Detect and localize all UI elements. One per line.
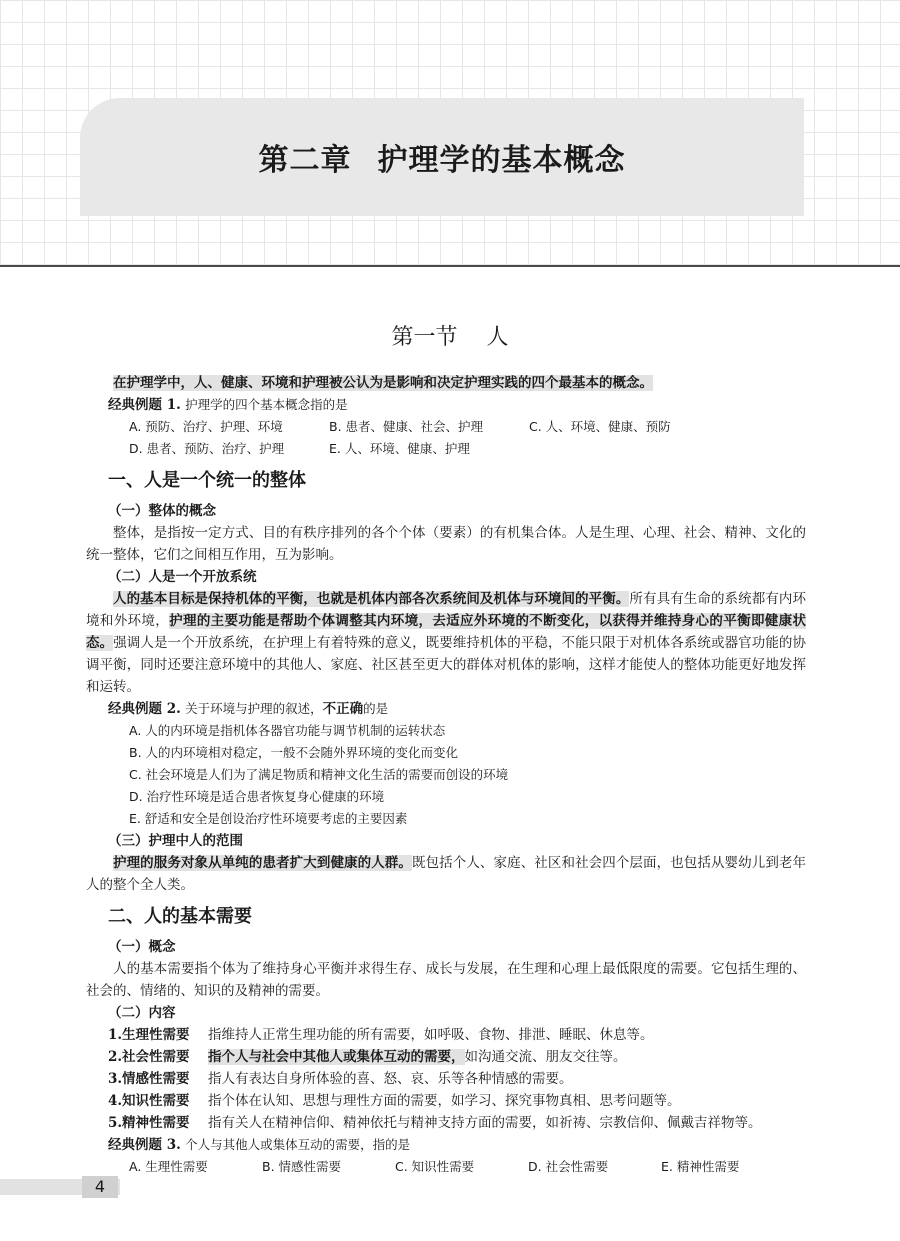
option-b: B. 人的内环境相对稳定，一般不会随外界环境的变化而变化 <box>129 745 459 760</box>
section-title-text: 人 <box>486 325 509 350</box>
option-b: B. 情感性需要 <box>262 1159 342 1174</box>
option-c: C. 知识性需要 <box>395 1159 475 1174</box>
example-question: 个人与其他人或集体互动的需要，指的是 <box>185 1137 411 1152</box>
part-1-sub-1-text: 整体，是指按一定方式、目的有秩序排列的各个个体（要素）的有机集合体。人是生理、心理、社会、精神、文化的统一整体，它们之间相互作用，互为影响。 <box>86 525 806 563</box>
option-d: D. 治疗性环境是适合患者恢复身心健康的环境 <box>129 789 385 804</box>
list-item: 3. 情感性需要 指人有表达自身所体验的喜、怒、哀、乐等各种情感的需要。 <box>108 1068 806 1090</box>
option-a: A. 人的内环境是指机体各器官功能与调节机制的运转状态 <box>129 723 446 738</box>
example-question: 关于环境与护理的叙述， <box>185 701 323 716</box>
option-a: A. 生理性需要 <box>129 1159 208 1174</box>
option-e: E. 精神性需要 <box>661 1159 740 1174</box>
example-1-options <box>129 416 806 460</box>
need-term: 社会性需要 <box>122 1049 190 1065</box>
option-c: C. 社会环境是人们为了满足物质和精神文化生活的需要而创设的环境 <box>129 767 509 782</box>
intro-paragraph: 在护理学中，人、健康、环境和护理被公认为是影响和决定护理实践的四个最基本的概念。 <box>113 375 653 391</box>
section-number: 第一节 <box>391 325 458 350</box>
need-definition: 指个体在认知、思想与理性方面的需要，如学习、探究事物真相、思考问题等。 <box>208 1093 681 1109</box>
part-1-heading: 一、人是一个统一的整体 <box>108 470 306 491</box>
example-question-end: 的是 <box>363 701 389 716</box>
example-3 <box>108 1134 806 1156</box>
option-a: A. 预防、治疗、护理、环境 <box>129 419 283 434</box>
example-2-options <box>129 720 806 830</box>
chapter-title-text: 护理学的基本概念 <box>377 143 626 178</box>
list-item: 1. 生理性需要 指维持人正常生理功能的所有需要，如呼吸、食物、排泄、睡眠、休息等。 <box>108 1024 806 1046</box>
part-1-sub-1-heading: （一）整体的概念 <box>108 503 216 519</box>
part-2-sub-1-text: 人的基本需要指个体为了维持身心平衡并求得生存、成长与发展，在生理和心理上最低限度的需要。它包括生理的、社会的、情绪的、知识的及精神的需要。 <box>86 961 806 999</box>
option-c: C. 人、环境、健康、预防 <box>529 419 671 434</box>
example-3-options <box>129 1156 806 1178</box>
part-1-sub-2-heading: （二）人是一个开放系统 <box>108 569 257 585</box>
header-divider <box>0 265 900 267</box>
chapter-title <box>80 98 804 216</box>
example-label: 经典例题 2. <box>108 701 181 717</box>
part-2-heading: 二、人的基本需要 <box>108 906 252 927</box>
page-content <box>86 372 806 1178</box>
need-definition: 指人有表达自身所体验的喜、怒、哀、乐等各种情感的需要。 <box>208 1071 573 1087</box>
example-question: 护理学的四个基本概念指的是 <box>185 397 348 412</box>
part-1-sub-3-heading: （三）护理中人的范围 <box>108 833 243 849</box>
need-term: 精神性需要 <box>122 1115 190 1131</box>
part-1-sub-3-text: 护理的服务对象从单纯的患者扩大到健康的人群。既包括个人、家庭、社区和社会四个层面，也包括从婴幼儿到老年人的整个全人类。 <box>86 855 807 893</box>
list-item: 4. 知识性需要 指个体在认知、思想与理性方面的需要，如学习、探究事物真相、思考问题等。 <box>108 1090 806 1112</box>
option-d: D. 患者、预防、治疗、护理 <box>129 441 285 456</box>
need-term: 情感性需要 <box>122 1071 190 1087</box>
option-e: E. 人、环境、健康、护理 <box>329 441 470 456</box>
part-2-sub-1-heading: （一）概念 <box>108 939 176 955</box>
need-definition: 指个人与社会中其他人或集体互动的需要，如沟通交流、朋友交往等。 <box>208 1049 627 1065</box>
example-1 <box>108 394 806 416</box>
section-title <box>0 320 900 351</box>
need-definition: 指维持人正常生理功能的所有需要，如呼吸、食物、排泄、睡眠、休息等。 <box>208 1027 654 1043</box>
chapter-number: 第二章 <box>258 143 352 178</box>
part-2-sub-2-heading: （二）内容 <box>108 1005 176 1021</box>
option-b: B. 患者、健康、社会、护理 <box>329 419 484 434</box>
need-definition: 指有关人在精神信仰、精神依托与精神支持方面的需要，如祈祷、宗教信仰、佩戴吉祥物等。 <box>208 1115 762 1131</box>
example-label: 经典例题 1. <box>108 397 181 413</box>
example-question-emphasis: 不正确 <box>322 701 364 717</box>
part-1-sub-2-text: 人的基本目标是保持机体的平衡，也就是机体内部各次系统间及机体与环境间的平衡。所有具有生命的系统都有内环境和外环境，护理的主要功能是帮助个体调整其内环境，去适应外环境的不断变化，以获得并维持身心的平衡即健康状态。强调人是一个开放系统，在护理上有着特殊的意义，既要维持机体的平稳，不能只限于对机体各系统或器官功能的协调平衡，同时还要注意环境中的其他人、家庭、社区甚至更大的群体对机体的影响，这样才能使人的整体功能更好地发挥和运转。 <box>86 591 807 695</box>
example-label: 经典例题 3. <box>108 1137 181 1153</box>
need-term: 知识性需要 <box>122 1093 190 1109</box>
need-term: 生理性需要 <box>122 1027 190 1043</box>
option-e: E. 舒适和安全是创设治疗性环境要考虑的主要因素 <box>129 811 408 826</box>
example-2 <box>108 698 806 720</box>
page-number: 4 <box>82 1176 118 1198</box>
list-item: 2. 社会性需要 指个人与社会中其他人或集体互动的需要，如沟通交流、朋友交往等。 <box>108 1046 806 1068</box>
option-d: D. 社会性需要 <box>528 1159 609 1174</box>
list-item: 5. 精神性需要 指有关人在精神信仰、精神依托与精神支持方面的需要，如祈祷、宗教信仰、佩戴吉祥物等。 <box>108 1112 806 1134</box>
